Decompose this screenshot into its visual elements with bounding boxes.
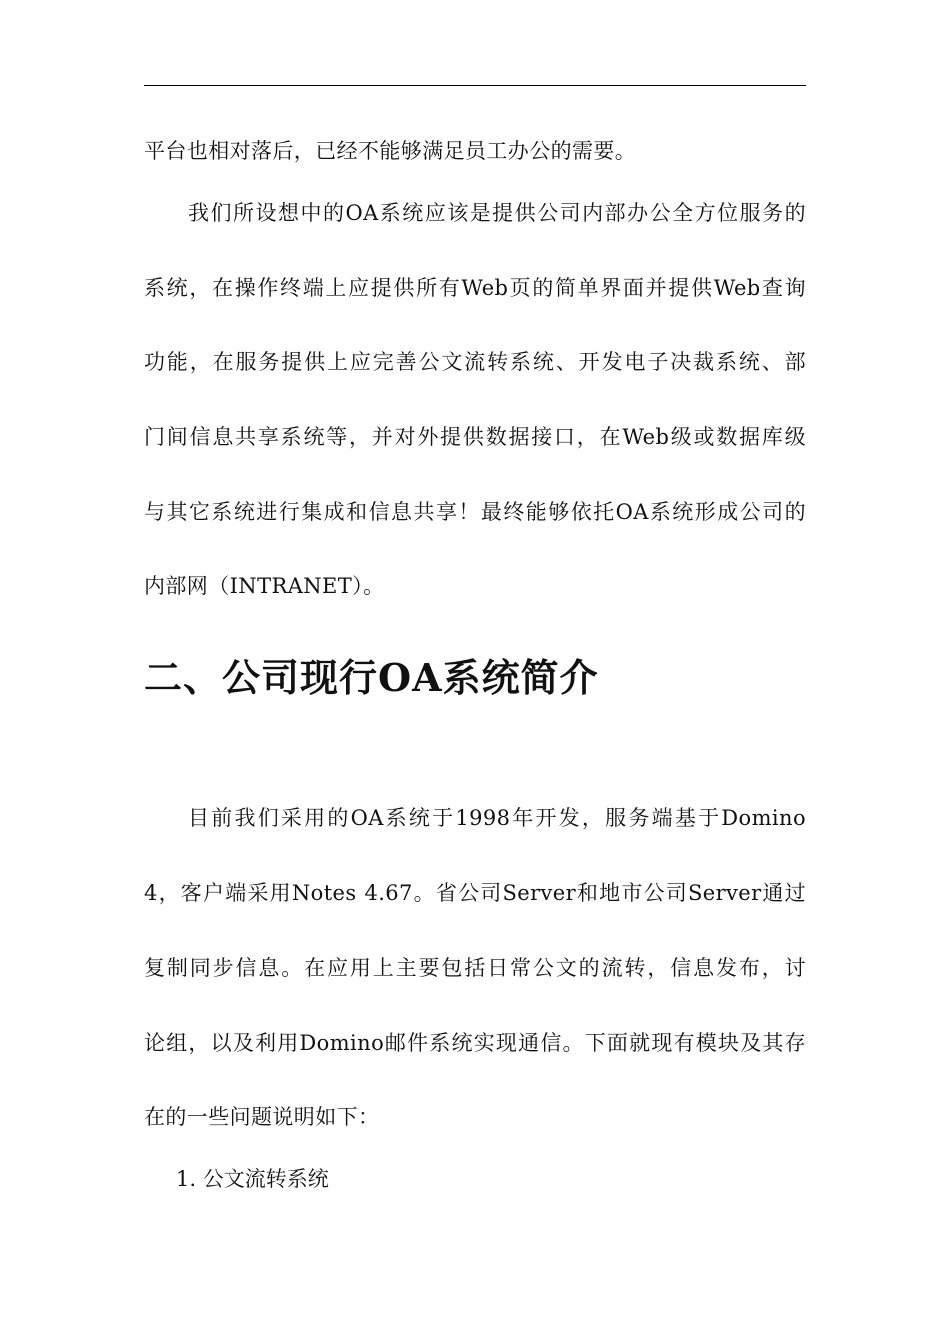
header-rule bbox=[144, 85, 806, 86]
list-item: 1. 公文流转系统 bbox=[176, 1167, 329, 1191]
paragraph-line: 与其它系统进行集成和信息共享！最终能够依托OA系统形成公司的 bbox=[144, 500, 806, 524]
paragraph-line: 功能，在服务提供上应完善公文流转系统、开发电子决裁系统、部 bbox=[144, 350, 806, 374]
paragraph-line: 目前我们采用的OA系统于1998年开发，服务端基于Domino bbox=[188, 806, 806, 830]
paragraph-line: 门间信息共享系统等，并对外提供数据接口，在Web级或数据库级 bbox=[144, 425, 806, 449]
paragraph-line: 我们所设想中的OA系统应该是提供公司内部办公全方位服务的 bbox=[188, 201, 806, 225]
paragraph-line: 复制同步信息。在应用上主要包括日常公文的流转，信息发布，讨 bbox=[144, 956, 806, 980]
paragraph-line: 4，客户端采用Notes 4.67。省公司Server和地市公司Server通过 bbox=[144, 881, 806, 905]
paragraph-line: 平台也相对落后，已经不能够满足员工办公的需要。 bbox=[144, 139, 637, 163]
paragraph-line: 在的一些问题说明如下： bbox=[144, 1105, 380, 1129]
section-heading: 二、公司现行OA系统简介 bbox=[144, 655, 599, 700]
paragraph-line: 内部网（INTRANET）。 bbox=[144, 574, 385, 598]
paragraph-line: 论组，以及利用Domino邮件系统实现通信。下面就现有模块及其存 bbox=[144, 1031, 806, 1055]
paragraph-line: 系统，在操作终端上应提供所有Web页的简单界面并提供Web查询 bbox=[144, 276, 806, 300]
